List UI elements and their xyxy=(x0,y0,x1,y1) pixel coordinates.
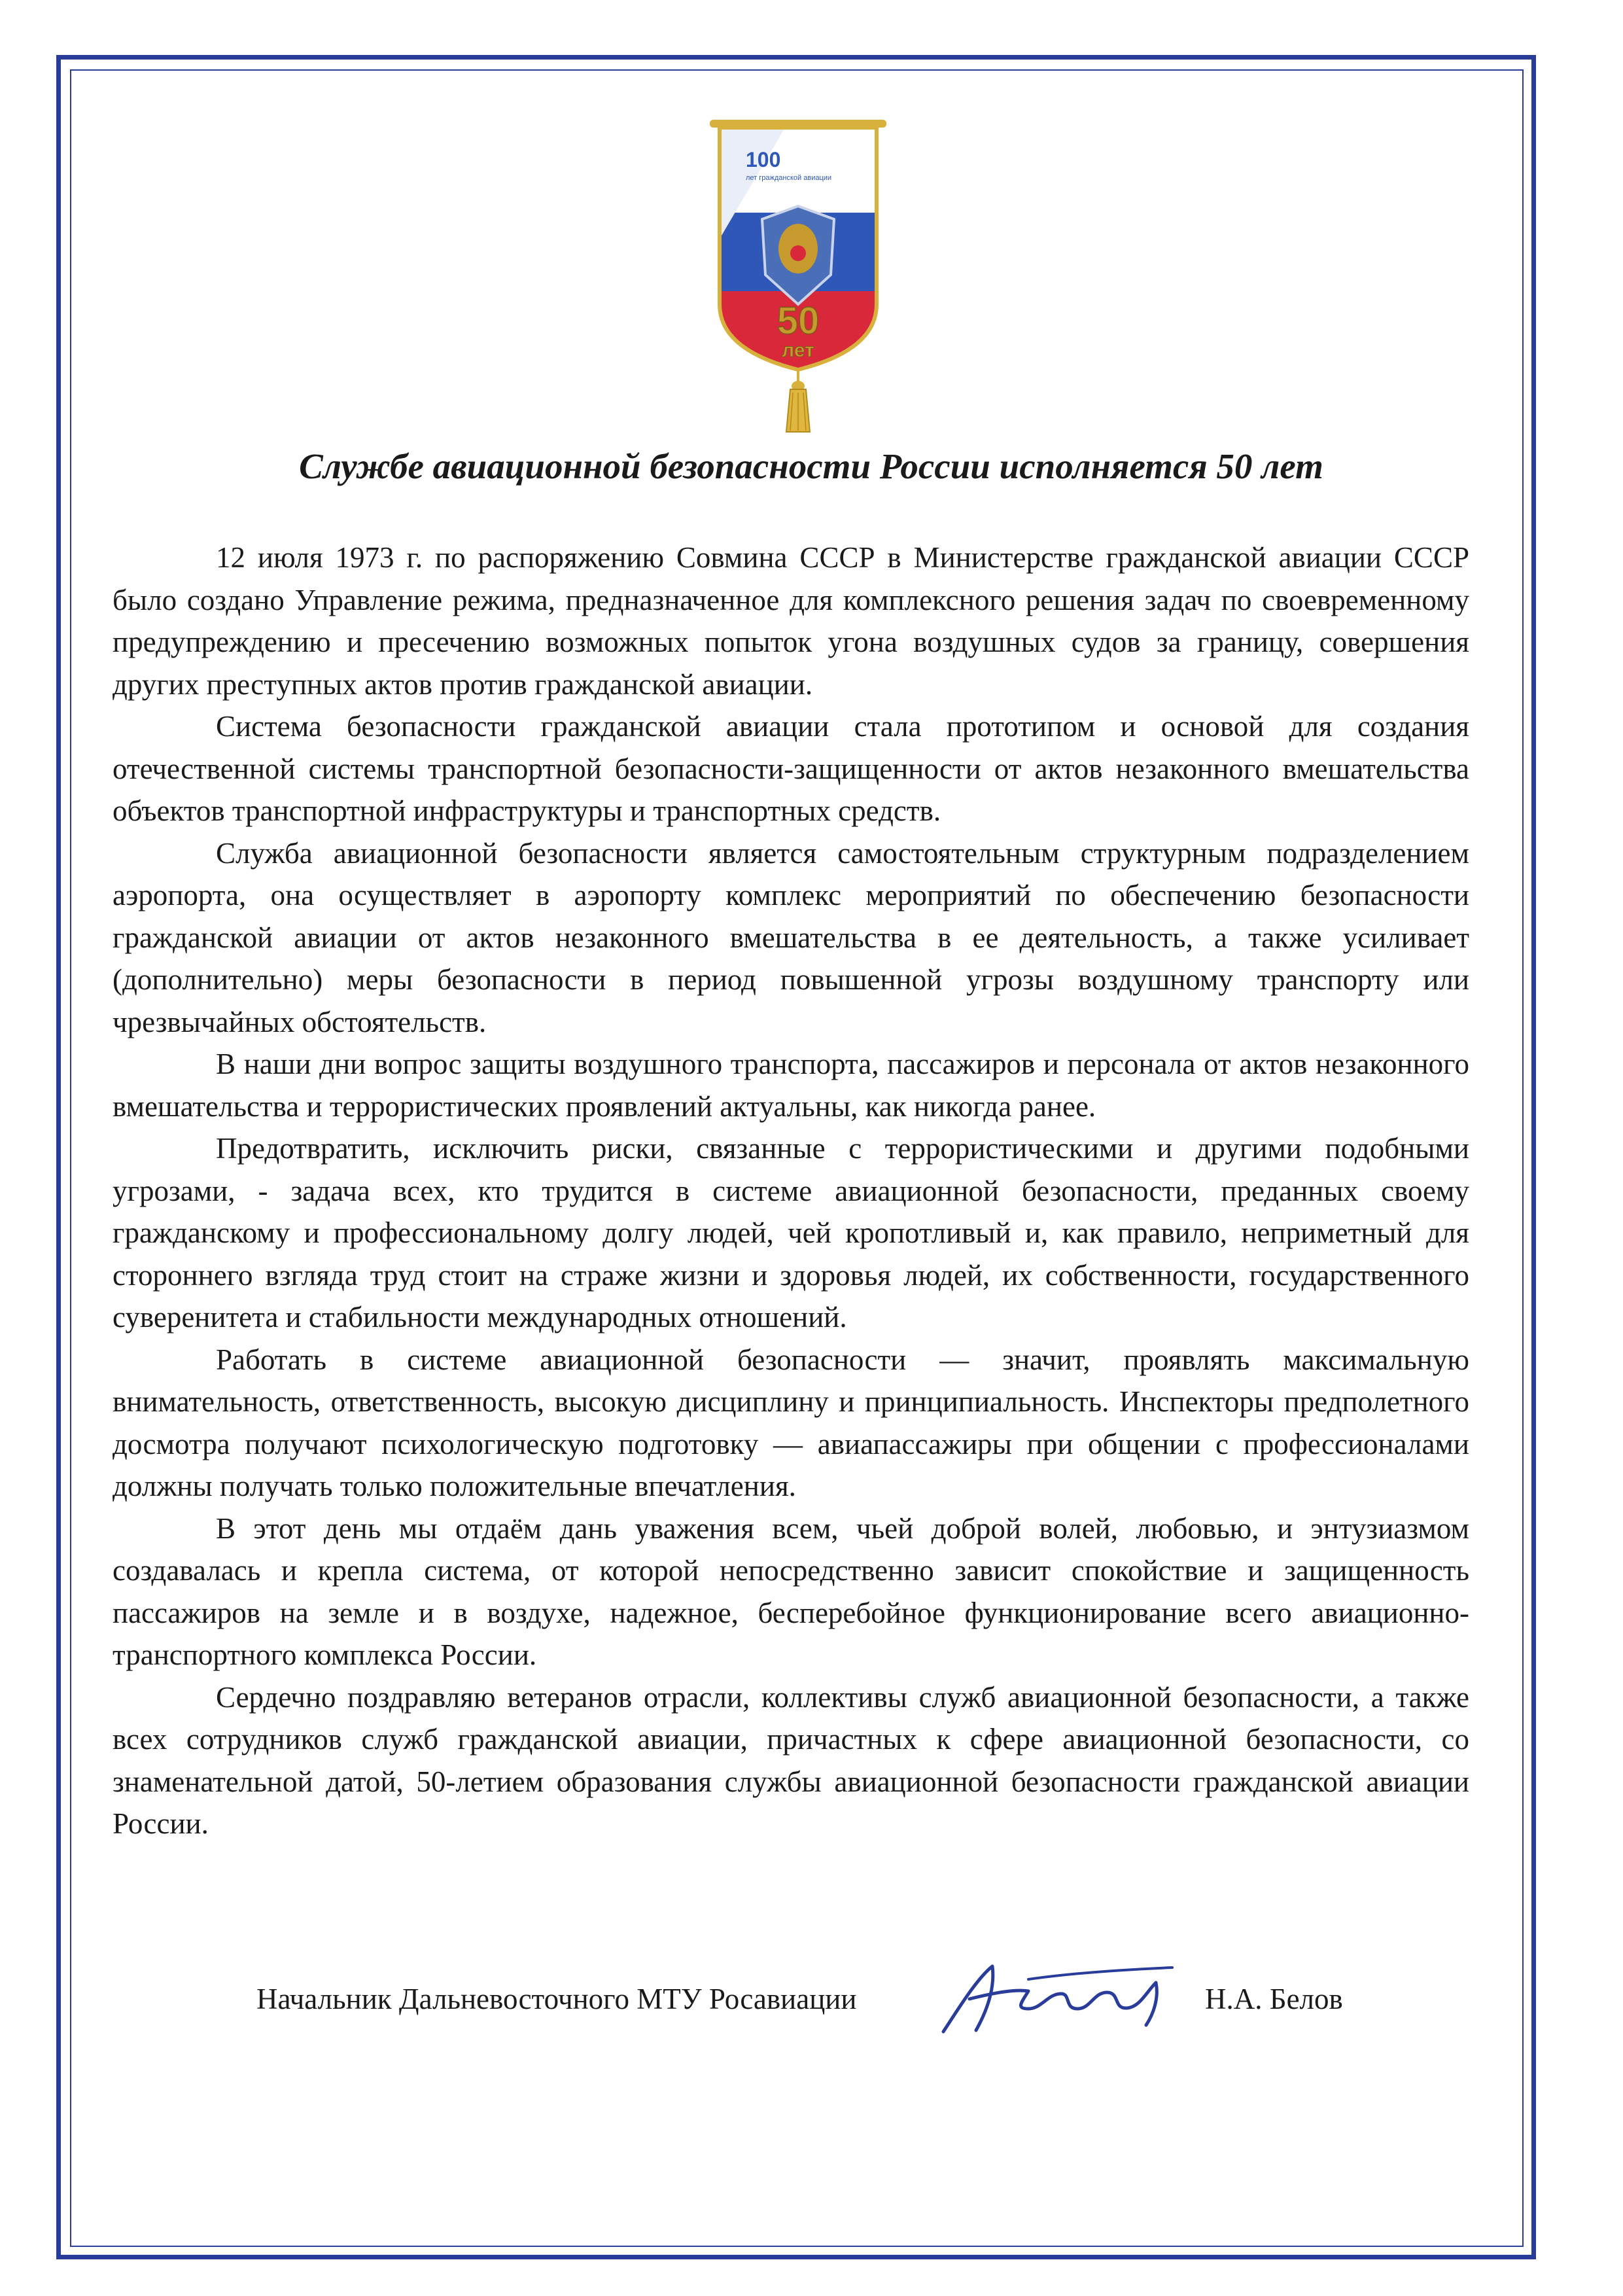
document-body xyxy=(113,537,1469,1845)
paragraph: 12 июля 1973 г. по распоряжению Совмина СССР в Министерстве гражданской авиации СССР было создано Управление режима, предназначенное для комплексного решения задач по своевременному предупреждению и пресечению возможных попыток угона воздушных судов за границу, совершения других преступных актов против гражданской авиации. xyxy=(113,541,1469,701)
signature-block xyxy=(113,1953,1469,2045)
paragraph: В наши дни вопрос защиты воздушного транспорта, пассажиров и персонала от актов незаконного вмешательства и террористических проявлений актуальны, как никогда ранее. xyxy=(113,1048,1469,1123)
signatory-position: Начальник Дальневосточного МТУ Росавиации xyxy=(256,1983,857,2015)
handwritten-signature xyxy=(930,1953,1179,2038)
document-title: Службе авиационной безопасности России исполняется 50 лет xyxy=(299,446,1323,486)
pennant-emblem xyxy=(707,108,890,435)
paragraph: В этот день мы отдаём дань уважения всем, чьей доброй волей, любовью, и энтузиазмом создавалась и крепла система, от которой непосредственно зависит спокойствие и защищенность пассажиров на земле и в воздухе, надежное, бесперебойное функционирование всего авиационно-транспортного комплекса России. xyxy=(113,1511,1469,1671)
paragraph: Система безопасности гражданской авиации стала прототипом и основой для создания отечественной системы транспортной безопасности-защищенности от актов незаконного вмешательства объектов транспортной инфраструктуры и транспортных средств. xyxy=(113,710,1469,827)
badge-number: 50 xyxy=(777,300,820,342)
badge-top-caption: лет гражданской авиации xyxy=(746,174,832,182)
badge-top-number: 100 xyxy=(746,148,781,171)
paragraph: Сердечно поздравляю ветеранов отрасли, коллективы служб авиационной безопасности, а также всех сотрудников служб гражданской авиации, причастных к сфере авиационной безопасности, со знаменательной датой, 50-летием образования службы авиационной безопасности гражданской авиации России. xyxy=(113,1680,1469,1840)
paragraph: Служба авиационной безопасности является самостоятельным структурным подразделением аэропорта, она осуществляет в аэропорту комплекс мероприятий по обеспечению безопасности гражданской авиации от актов незаконного вмешательства в ее деятельность, а также усиливает (дополнительно) меры безопасности в период повышенной угрозы воздушному транспорту или чрезвычайных обстоятельств. xyxy=(113,836,1469,1038)
badge-caption: лет xyxy=(782,340,814,361)
paragraph: Предотвратить, исключить риски, связанные с террористическими и другими подобными угрозами, - задача всех, кто трудится в системе авиационной безопасности, преданных своему гражданскому и профессиональному долгу людей, чей кропотливый и, как правило, неприметный для стороннего взгляда труд стоит на страже жизни и здоровья людей, их собственности, государственного суверенитета и стабильности международных отношений. xyxy=(113,1132,1469,1333)
signatory-name: Н.А. Белов xyxy=(1205,1983,1343,2015)
paragraph: Работать в системе авиационной безопасности — значит, проявлять максимальную внимательность, ответственность, высокую дисциплину и принципиальность. Инспекторы предполетного досмотра получают психологическую подготовку — авиапассажиры при общении с профессионалами должны получать только положительные впечатления. xyxy=(113,1343,1469,1502)
tassel-icon xyxy=(786,370,810,432)
